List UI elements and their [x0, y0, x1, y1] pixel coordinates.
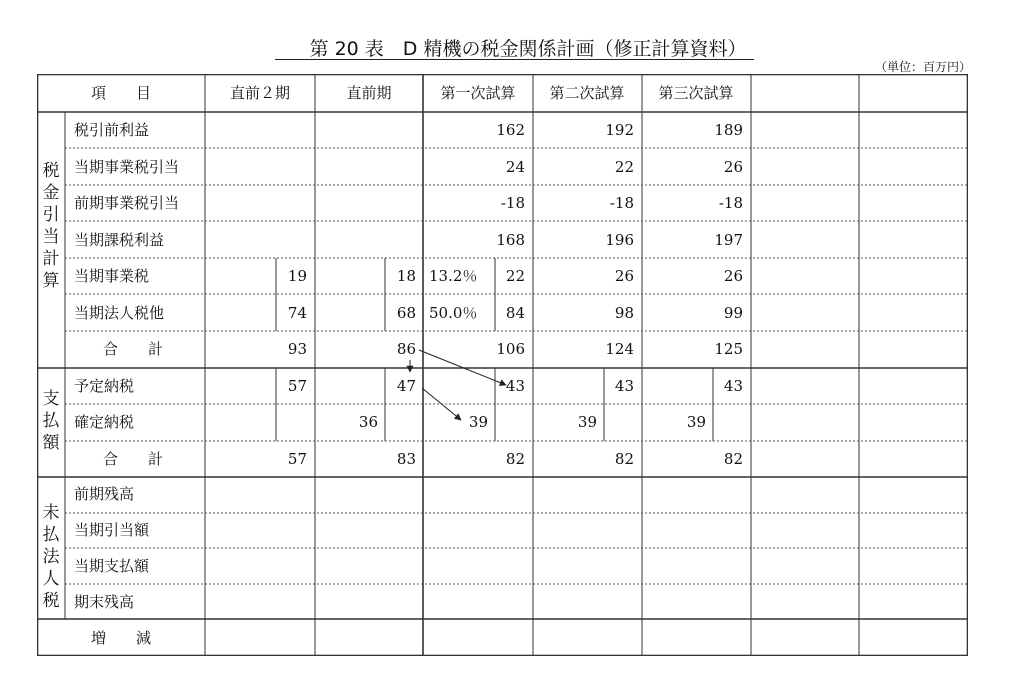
table-cell: 22 [614, 158, 634, 176]
table-cell: 68 [396, 304, 416, 322]
table-cell: 74 [287, 304, 307, 322]
row-label: 前期事業税引当 [74, 194, 180, 212]
table-cell: 43 [614, 377, 634, 395]
table-cell: 26 [614, 267, 634, 285]
title-underline [275, 59, 754, 60]
table-cell: -18 [609, 194, 634, 212]
table-cell: 168 [496, 231, 525, 249]
table-cell: 82 [614, 450, 634, 468]
table-cell: 197 [714, 231, 743, 249]
row-label: 当期引当額 [74, 521, 150, 539]
section-payment: 支払額 [42, 389, 60, 453]
table-cell: 57 [287, 450, 307, 468]
row-label: 期末残高 [74, 593, 135, 611]
table-cell: 22 [505, 267, 525, 285]
section-tax-calc: 税金引当計算 [42, 161, 60, 291]
table-cell: 24 [505, 158, 525, 176]
rate-cell: 13.2％ [429, 267, 478, 285]
row-label: 確定納税 [74, 413, 135, 431]
table-cell: -18 [500, 194, 525, 212]
row-label: 当期法人税他 [74, 304, 165, 322]
tax-plan-table [37, 74, 968, 656]
table-cell: 83 [396, 450, 416, 468]
header-trial1: 第一次試算 [440, 84, 516, 102]
table-cell: -18 [718, 194, 743, 212]
header-trial3: 第三次試算 [658, 84, 734, 102]
table-cell: 124 [605, 340, 634, 358]
row-label-change: 増 減 [90, 629, 152, 647]
table-cell: 99 [723, 304, 743, 322]
table-cell: 47 [396, 377, 416, 395]
row-label: 予定納税 [74, 377, 135, 395]
table-cell: 26 [723, 158, 743, 176]
header-item: 項 目 [90, 84, 152, 102]
table-cell: 43 [723, 377, 743, 395]
table-cell: 162 [496, 121, 525, 139]
table-cell: 125 [714, 340, 743, 358]
page-title: 第 20 表 D 精機の税金関係計画（修正計算資料） [309, 38, 747, 60]
row-label: 税引前利益 [74, 121, 150, 139]
table-cell: 93 [287, 340, 307, 358]
unit-label: （単位：百万円） [874, 60, 971, 74]
table-cell: 98 [614, 304, 634, 322]
row-label: 当期事業税引当 [74, 158, 180, 176]
row-label-total: 合 計 [102, 450, 164, 468]
rate-cell: 50.0％ [429, 304, 478, 322]
table-cell: 18 [396, 267, 416, 285]
table-cell: 192 [605, 121, 634, 139]
table-cell: 39 [686, 413, 706, 431]
header-prev2: 直前２期 [229, 84, 291, 102]
row-label: 当期事業税 [74, 267, 150, 285]
table-cell: 84 [505, 304, 525, 322]
table-cell: 43 [505, 377, 525, 395]
table-cell: 189 [714, 121, 743, 139]
row-label-total: 合 計 [102, 340, 164, 358]
table-cell: 196 [605, 231, 634, 249]
table-cell: 106 [496, 340, 525, 358]
header-trial2: 第二次試算 [549, 84, 625, 102]
table-cell: 82 [505, 450, 525, 468]
table-cell: 39 [468, 413, 488, 431]
arrow-47-to-39 [422, 388, 461, 420]
header-prev1: 直前期 [346, 84, 392, 102]
row-label: 当期課税利益 [74, 231, 165, 249]
table-cell: 82 [723, 450, 743, 468]
table-cell: 26 [723, 267, 743, 285]
table-cell: 19 [287, 267, 307, 285]
table-cell: 57 [287, 377, 307, 395]
table-cell: 39 [577, 413, 597, 431]
section-unpaid: 未払法人税 [42, 503, 60, 611]
row-label: 当期支払額 [74, 557, 150, 575]
table-cell: 36 [358, 413, 378, 431]
table-cell: 86 [396, 340, 416, 358]
row-label: 前期残高 [74, 485, 135, 503]
